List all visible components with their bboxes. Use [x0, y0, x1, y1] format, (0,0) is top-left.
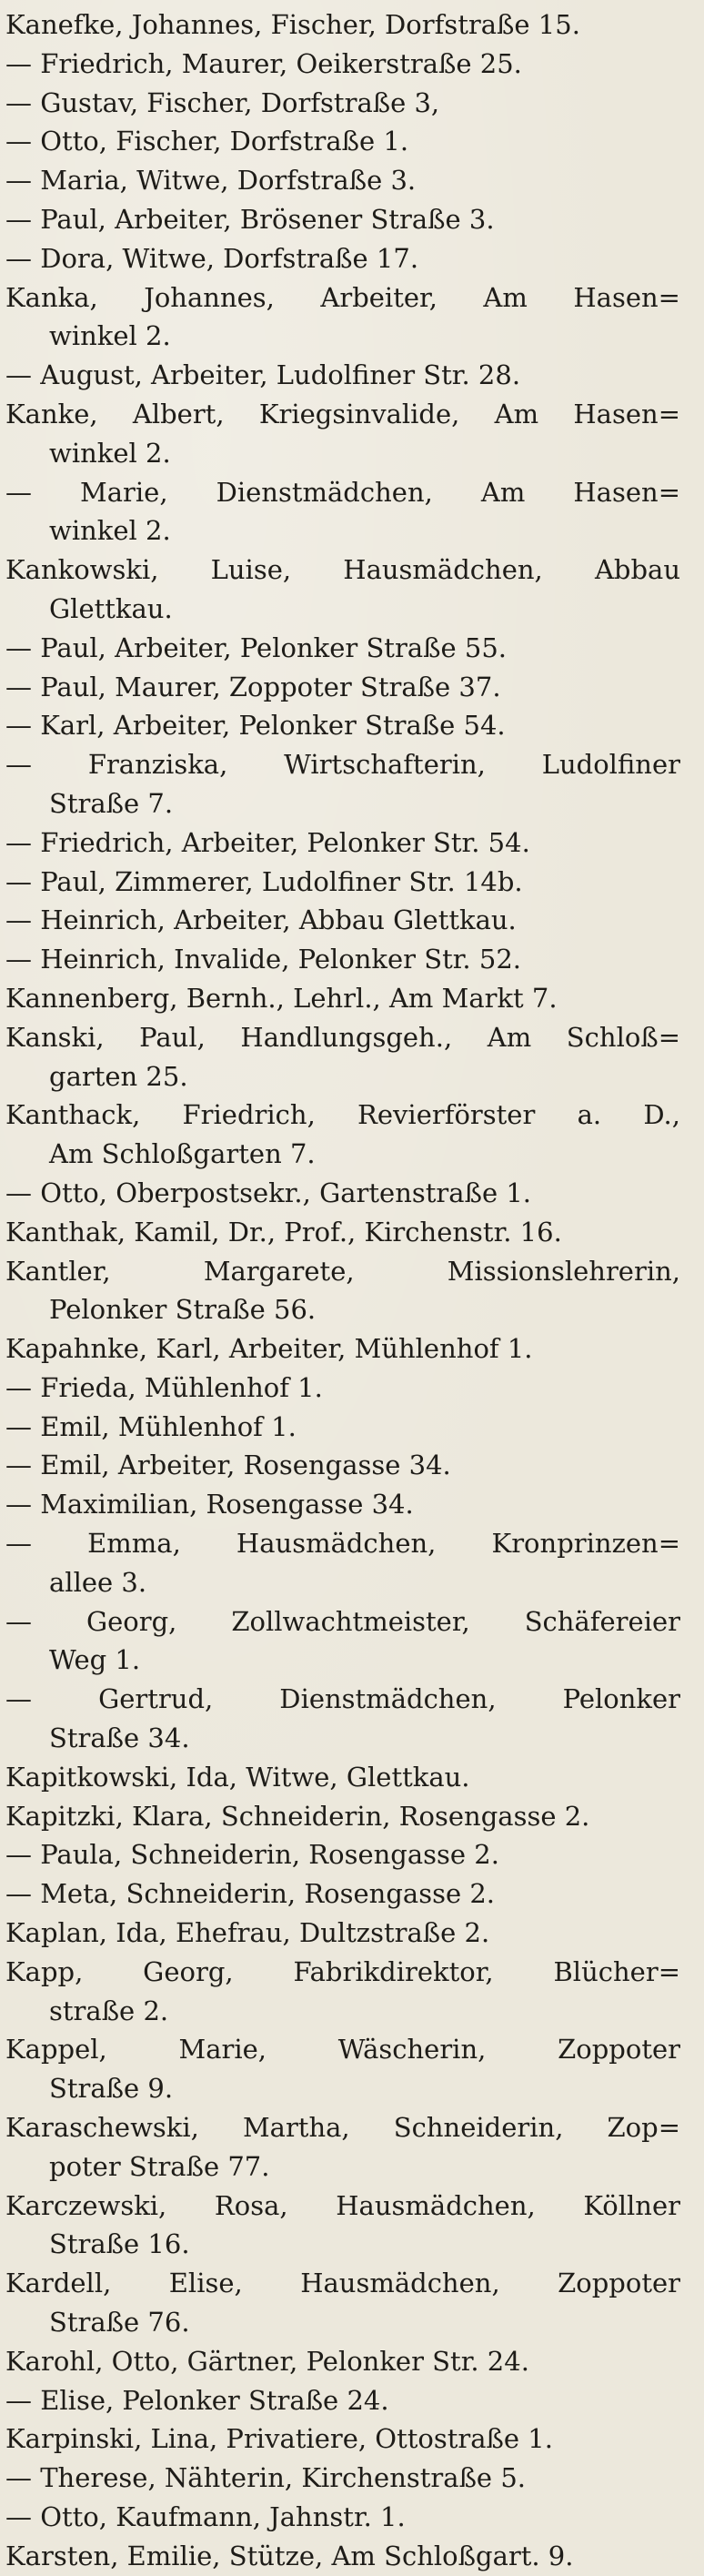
entry-continuation-line: Am Schloßgarten 7. [49, 1138, 316, 1170]
entry-line: Kantler, Margarete, Missionslehrerin, [5, 1255, 680, 1287]
entry-line: — Otto, Kaufmann, Jahnstr. 1. [5, 2501, 406, 2532]
entry-continuation-line: Straße 7. [49, 787, 174, 819]
entry-line: — Marie, Dienstmädchen, Am Hasen= [5, 476, 680, 508]
entry-continuation-line: Straße 34. [49, 1722, 190, 1754]
directory-entry [5, 745, 680, 823]
entry-line: — Heinrich, Arbeiter, Abbau Glettkau. [5, 904, 517, 936]
entry-continuation-line: Straße 9. [49, 2073, 174, 2105]
directory-entry [5, 1914, 680, 1953]
entry-line: Kanthak, Kamil, Dr., Prof., Kirchenstr. 16. [5, 1216, 562, 1248]
entry-line: — August, Arbeiter, Ludolfiner Str. 28. [5, 359, 521, 391]
entry-line: — Franziska, Wirtschafterin, Ludolfiner [5, 749, 680, 781]
entry-line: — Maximilian, Rosengasse 34. [5, 1489, 414, 1520]
directory-entry [5, 668, 680, 707]
entry-line: Kapitzki, Klara, Schneiderin, Rosengasse 2. [5, 1800, 590, 1832]
directory-entry [5, 706, 680, 745]
directory-entry [5, 629, 680, 668]
directory-entry [5, 823, 680, 863]
entry-line: — Meta, Schneiderin, Rosengasse 2. [5, 1878, 496, 1910]
entry-continuation-line: Straße 16. [49, 2228, 190, 2260]
entry-line: — Paul, Arbeiter, Brösener Straße 3. [5, 203, 495, 235]
entry-continuation-line: poter Straße 77. [49, 2150, 270, 2182]
entry-line: — Emil, Arbeiter, Rosengasse 34. [5, 1450, 451, 1481]
entry-line: Kardell, Elise, Hausmädchen, Zoppoter [5, 2268, 680, 2299]
entry-line: — Frieda, Mühlenhof 1. [5, 1371, 323, 1403]
entry-line: — Gustav, Fischer, Dorfstraße 3, [5, 86, 440, 118]
directory-entry [5, 901, 680, 940]
directory-entry [5, 2342, 680, 2381]
directory-entry [5, 2381, 680, 2420]
entry-line: Kanefke, Johannes, Fischer, Dorfstraße 15. [5, 9, 580, 40]
directory-entry [5, 239, 680, 278]
directory-entry [5, 1096, 680, 1174]
entry-line: Kapitkowski, Ida, Witwe, Glettkau. [5, 1761, 470, 1793]
directory-entry [5, 2264, 680, 2342]
entry-continuation-line: winkel 2. [49, 515, 171, 547]
entry-line: Kankowski, Luise, Hausmädchen, Abbau [5, 554, 680, 586]
directory-entry [5, 979, 680, 1018]
directory-entry [5, 1524, 680, 1602]
entry-line: — Friedrich, Arbeiter, Pelonker Str. 54. [5, 826, 530, 858]
entry-line: — Otto, Fischer, Dorfstraße 1. [5, 126, 409, 157]
entry-line: Karsten, Emilie, Stütze, Am Schloßgart. 9. [5, 2540, 574, 2571]
directory-entry [5, 356, 680, 395]
directory-entry [5, 2108, 680, 2187]
entry-continuation-line: winkel 2. [49, 437, 171, 469]
directory-entry [5, 278, 680, 357]
directory-entry [5, 395, 680, 473]
entry-line: Kappel, Marie, Wäscherin, Zoppoter [5, 2034, 680, 2066]
entry-line: Kanthack, Friedrich, Revierförster a. D., [5, 1099, 680, 1131]
directory-entry [5, 45, 680, 84]
entry-line: — Karl, Arbeiter, Pelonker Straße 54. [5, 710, 506, 742]
entry-line: — Paula, Schneiderin, Rosengasse 2. [5, 1839, 499, 1871]
directory-entry [5, 2187, 680, 2265]
directory-entry [5, 2030, 680, 2108]
directory-entry [5, 1408, 680, 1447]
entry-continuation-line: garten 25. [49, 1060, 188, 1092]
entry-line: — Georg, Zollwachtmeister, Schäfereier [5, 1605, 680, 1637]
entry-line: Kannenberg, Bernh., Lehrl., Am Markt 7. [5, 982, 558, 1014]
entry-continuation-line: straße 2. [49, 1995, 169, 2026]
directory-entry [5, 1369, 680, 1408]
directory-entry [5, 551, 680, 629]
entry-line: — Heinrich, Invalide, Pelonker Str. 52. [5, 944, 521, 975]
entry-line: — Friedrich, Maurer, Oeikerstraße 25. [5, 47, 522, 79]
directory-entry [5, 1680, 680, 1758]
directory-entry [5, 200, 680, 239]
entry-line: — Emil, Mühlenhof 1. [5, 1410, 297, 1442]
entry-line: Karczewski, Rosa, Hausmädchen, Köllner [5, 2189, 680, 2221]
directory-entry [5, 1953, 680, 2031]
directory-entry [5, 1018, 680, 1096]
directory-entry [5, 161, 680, 200]
entry-line: — Dora, Witwe, Dorfstraße 17. [5, 242, 419, 274]
entry-line: — Emma, Hausmädchen, Kronprinzen= [5, 1528, 680, 1560]
directory-entry [5, 2459, 680, 2498]
entry-line: Kapp, Georg, Fabrikdirektor, Blücher= [5, 1955, 680, 1987]
entry-line: — Therese, Nähterin, Kirchenstraße 5. [5, 2462, 526, 2494]
entry-continuation-line: Weg 1. [49, 1644, 141, 1676]
directory-entry [5, 940, 680, 979]
directory-entry [5, 1797, 680, 1836]
entry-line: Karaschewski, Martha, Schneiderin, Zop= [5, 2112, 680, 2144]
directory-entry [5, 5, 680, 45]
directory-entry [5, 1174, 680, 1213]
directory-entry [5, 1874, 680, 1914]
directory-entry [5, 1213, 680, 1252]
entry-line: — Paul, Zimmerer, Ludolfiner Str. 14b. [5, 865, 523, 897]
directory-entry [5, 2498, 680, 2537]
entry-line: — Paul, Arbeiter, Pelonker Straße 55. [5, 631, 507, 663]
directory-entry [5, 2537, 680, 2576]
directory-entry [5, 1485, 680, 1524]
directory-entry [5, 863, 680, 902]
directory-entry [5, 1252, 680, 1330]
entry-continuation-line: Glettkau. [49, 592, 173, 624]
entry-line: — Paul, Maurer, Zoppoter Straße 37. [5, 671, 501, 702]
directory-entry [5, 1835, 680, 1874]
entry-line: Kanski, Paul, Handlungsgeh., Am Schloß= [5, 1021, 680, 1053]
directory-entry [5, 1602, 680, 1681]
entry-continuation-line: Straße 76. [49, 2307, 190, 2339]
directory-entry [5, 84, 680, 123]
entry-line: — Otto, Oberpostsekr., Gartenstraße 1. [5, 1177, 531, 1208]
entry-continuation-line: Pelonker Straße 56. [49, 1294, 317, 1326]
entry-continuation-line: allee 3. [49, 1566, 147, 1598]
entry-line: Kanke, Albert, Kriegsinvalide, Am Hasen= [5, 398, 680, 429]
directory-entry [5, 2419, 680, 2459]
entry-line: Kaplan, Ida, Ehefrau, Dultzstraße 2. [5, 1917, 490, 1949]
entry-line: — Elise, Pelonker Straße 24. [5, 2384, 389, 2416]
directory-entry-list [5, 5, 680, 2576]
directory-entry [5, 1446, 680, 1485]
directory-entry [5, 122, 680, 161]
entry-line: Kapahnke, Karl, Arbeiter, Mühlenhof 1. [5, 1333, 533, 1365]
directory-entry [5, 473, 680, 551]
entry-line: Kanka, Johannes, Arbeiter, Am Hasen= [5, 281, 680, 313]
entry-line: Karohl, Otto, Gärtner, Pelonker Str. 24. [5, 2345, 529, 2377]
entry-continuation-line: winkel 2. [49, 320, 171, 352]
entry-line: — Maria, Witwe, Dorfstraße 3. [5, 165, 417, 197]
entry-line: — Gertrud, Dienstmädchen, Pelonker [5, 1683, 680, 1715]
directory-entry [5, 1329, 680, 1369]
directory-entry [5, 1758, 680, 1797]
entry-line: Karpinski, Lina, Privatiere, Ottostraße 1. [5, 2423, 553, 2455]
